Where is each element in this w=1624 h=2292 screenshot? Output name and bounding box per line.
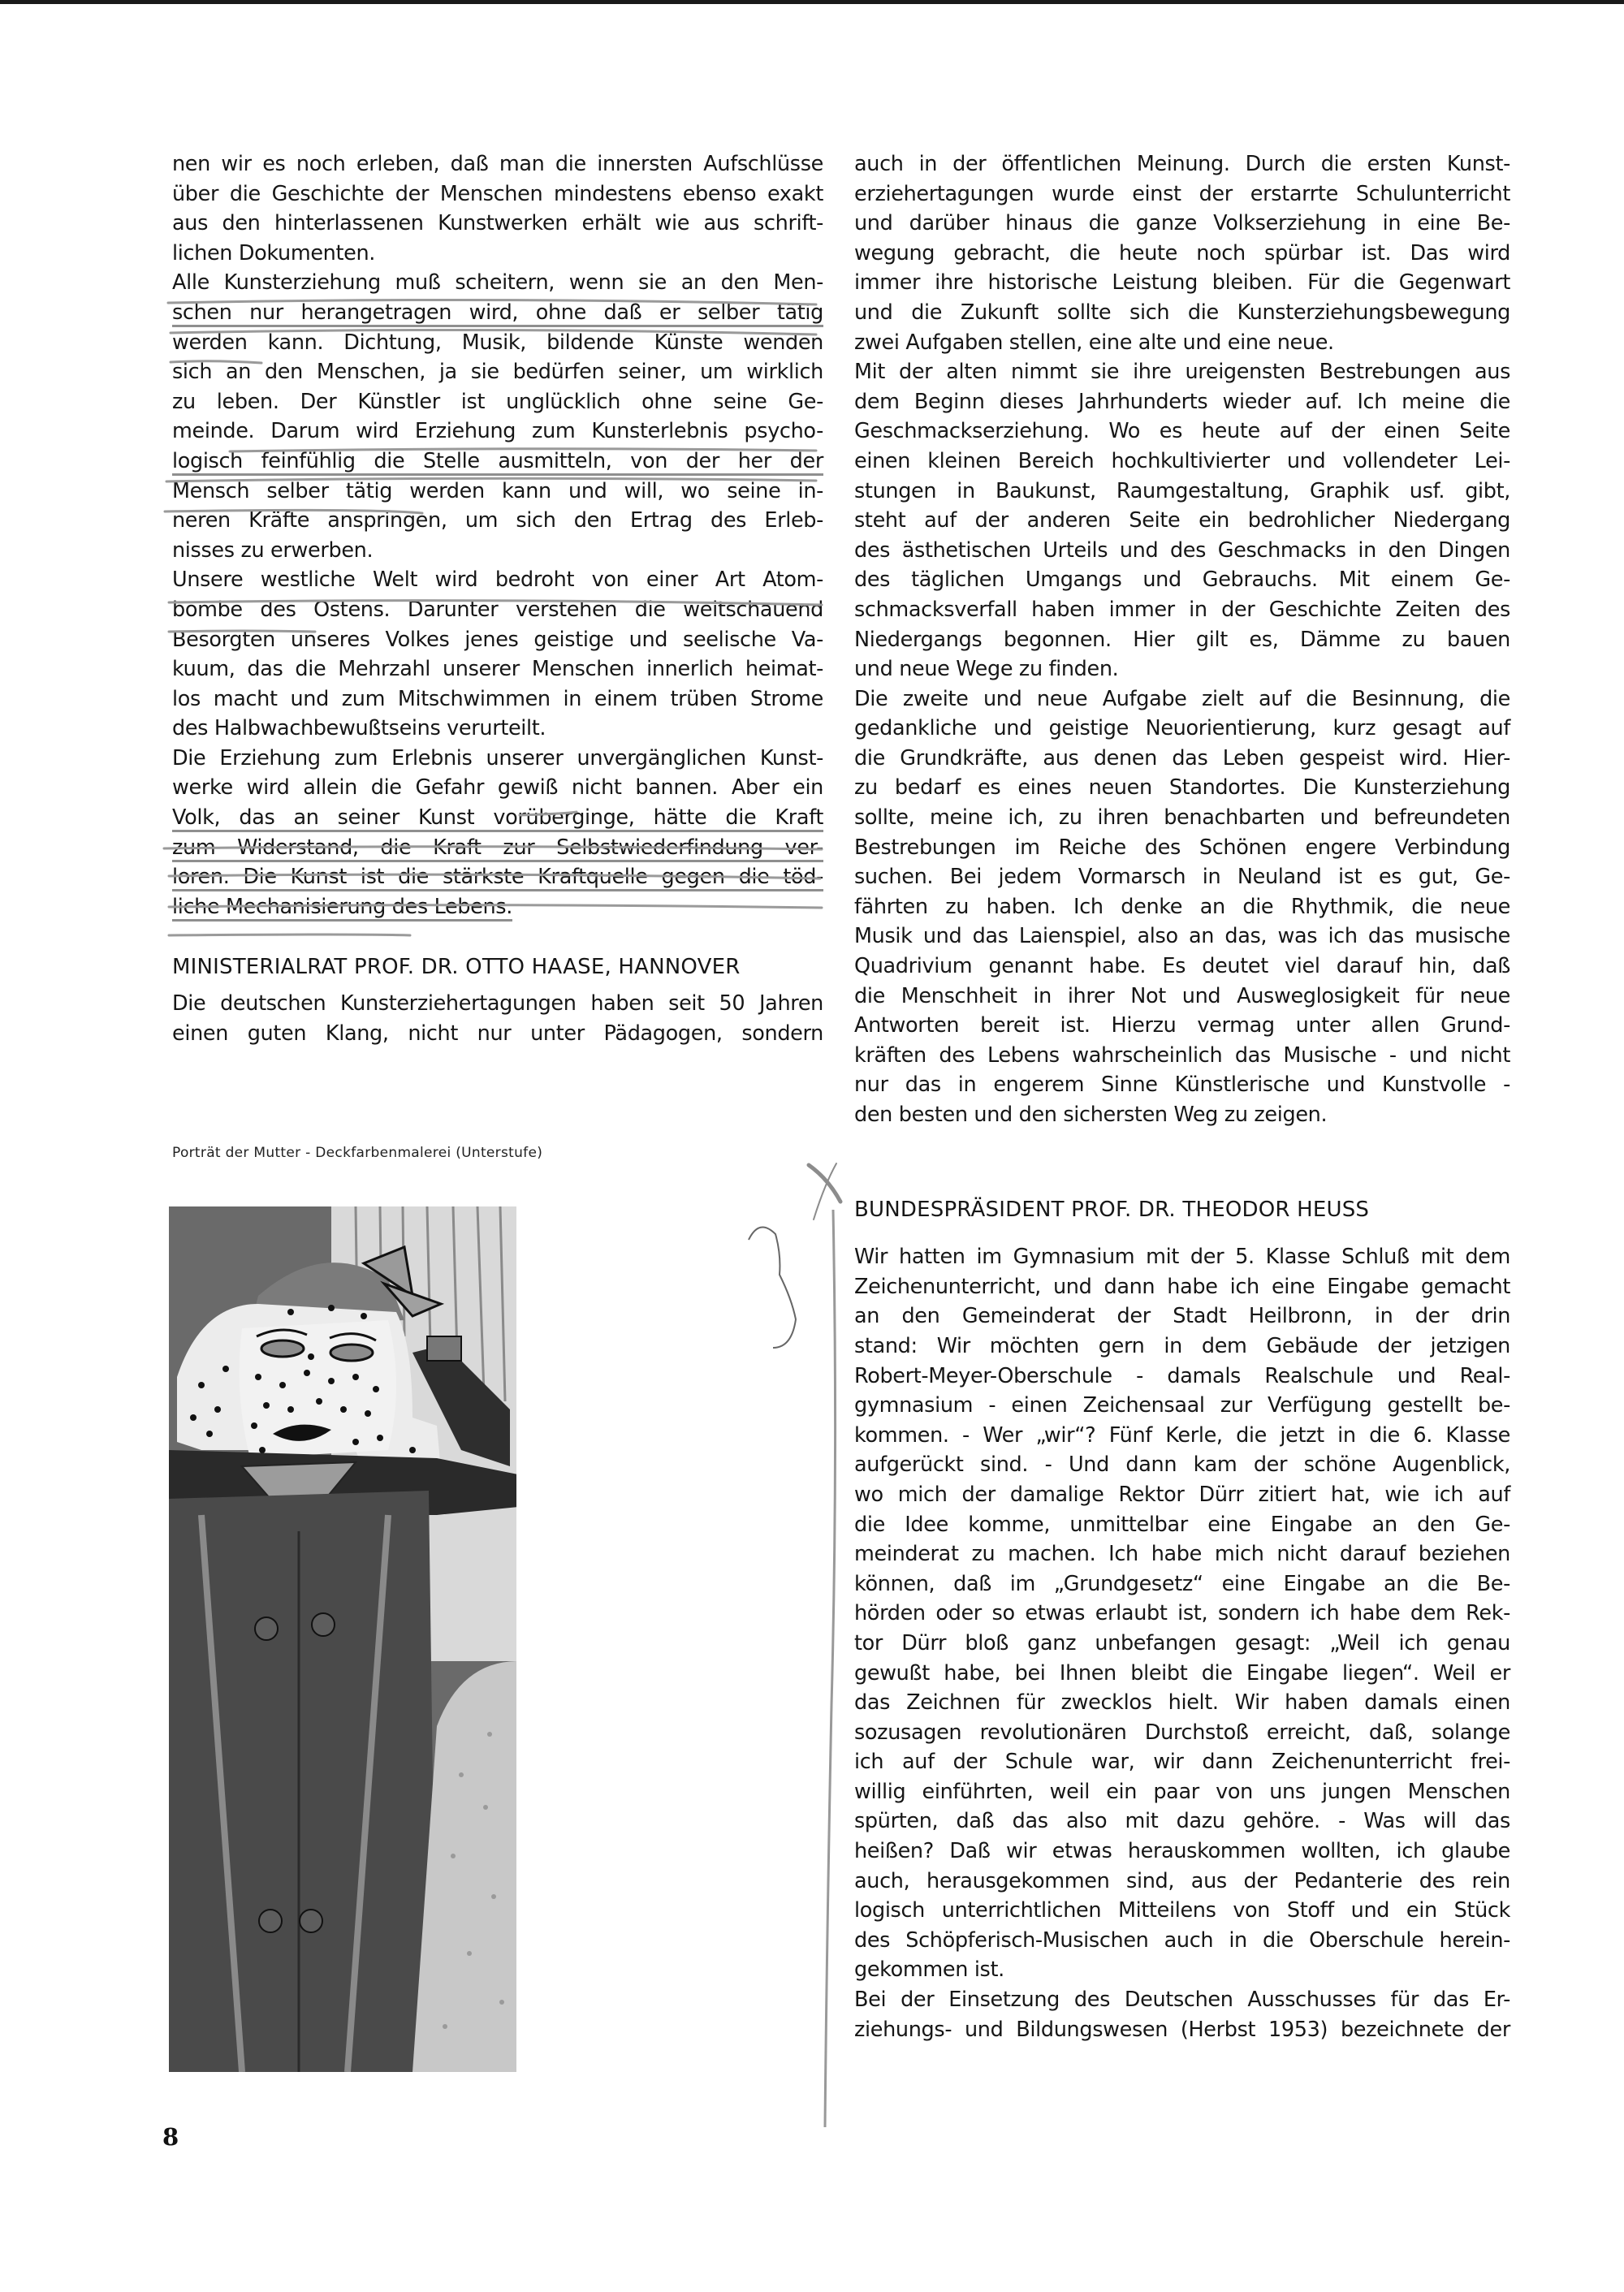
text-line-underlined: Volk, das an seiner Kunst vorüberginge, hätte die Kraft: [172, 805, 823, 831]
text-line: zu bedarf es eines neuen Standortes. Die Kunsterziehung: [854, 775, 1510, 801]
text-line: stand: Wir möchten gern in dem Gebäude der jetzigen: [854, 1333, 1510, 1358]
text-line: stungen in Baukunst, Raumgestaltung, Graphik usf. gibt,: [854, 478, 1510, 503]
text-line: Geschmackserziehung. Wo es heute auf der einen Seite: [854, 419, 1510, 444]
text-line: kräften des Lebens wahrscheinlich das Musische - und nicht: [854, 1042, 1510, 1068]
text-line-underlined: schen nur herangetragen wird, ohne daß er selber tätig: [172, 300, 823, 325]
section-heading-heuss: BUNDESPRÄSIDENT PROF. DR. THEODOR HEUSS: [854, 1197, 1370, 1222]
text-line: die Menschheit in ihrer Not und Ausweglosigkeit für neue: [854, 983, 1510, 1008]
text-line: kuum, das die Mehrzahl unserer Menschen innerlich heimat-: [172, 657, 823, 682]
text-line-underlined: loren. Die Kunst ist die stärkste Kraftquelle gegen die töd-: [172, 865, 823, 890]
text-line: werke wird allein die Gefahr gewiß nicht bannen. Aber ein: [172, 775, 823, 801]
text-line: willig einführten, weil ein paar von uns jungen Menschen: [854, 1779, 1510, 1804]
text-line: nur das in engerem Sinne Künstlerische und Kunstvolle -: [854, 1073, 1510, 1098]
text-line: heißen? Daß wir etwas herauskommen wollten, ich glaube: [854, 1839, 1510, 1864]
text-line: aufgerückt sind. - Und dann kam der schöne Augenblick,: [854, 1452, 1510, 1478]
text-line: werden kann. Dichtung, Musik, bildende Künste wenden: [172, 330, 823, 355]
text-line: gymnasium - einen Zeichensaal zur Verfügung gestellt be-: [854, 1393, 1510, 1418]
text-line: nen wir es noch erleben, daß man die innersten Aufschlüsse: [172, 152, 823, 176]
painting-portrait-of-mother: [169, 1206, 516, 2072]
text-line: sich an den Menschen, ja sie bedürfen seiner, um wirklich: [172, 360, 823, 385]
text-line: des ästhetischen Urteils und des Geschmacks in den Dingen: [854, 537, 1510, 563]
text-line: ich auf der Schule war, wir dann Zeichenunterricht frei-: [854, 1750, 1510, 1775]
text-line: auch, herausgekommen sind, aus der Pedanterie des rein: [854, 1868, 1510, 1893]
text-line: meinderat zu machen. Ich habe mich nicht darauf beziehen: [854, 1542, 1510, 1567]
text-line: an den Gemeinderat der Stadt Heilbronn, in der drin: [854, 1304, 1510, 1329]
text-line: steht auf der anderen Seite ein bedrohlicher Niedergang: [854, 508, 1510, 533]
text-line: auch in der öffentlichen Meinung. Durch die ersten Kunst-: [854, 152, 1510, 176]
text-line: über die Geschichte der Menschen mindestens ebenso exakt: [172, 181, 823, 206]
text-line: Antworten bereit ist. Hierzu vermag unter allen Grund-: [854, 1013, 1510, 1038]
text-line: tor Dürr bloß ganz unbefangen gesagt: „Weil ich genau: [854, 1630, 1510, 1655]
text-line: einen guten Klang, nicht nur unter Pädagogen, sondern: [172, 1021, 823, 1046]
figure-caption: Porträt der Mutter - Deckfarbenmalerei (Unterstufe): [172, 1145, 543, 1161]
text-line: Wir hatten im Gymnasium mit der 5. Klasse Schluß mit dem: [854, 1245, 1510, 1270]
section-heading-haase: MINISTERIALRAT PROF. DR. OTTO HAASE, HANNOVER: [172, 955, 741, 980]
text-line: zwei Aufgaben stellen, eine alte und eine neue.: [854, 330, 1334, 355]
text-line: das Zeichnen für zwecklos hielt. Wir haben damals einen: [854, 1690, 1510, 1716]
text-line: den besten und den sichersten Weg zu zeigen.: [854, 1103, 1328, 1127]
text-line-underlined: logisch feinfühlig die Stelle ausmitteln, von der her der: [172, 448, 823, 473]
text-line-underlined: liche Mechanisierung des Lebens.: [172, 894, 512, 919]
text-line: los macht und zum Mitschwimmen in einem trüben Strome: [172, 686, 823, 711]
text-line: gedankliche und geistige Neuorientierung, kurz gesagt auf: [854, 716, 1510, 741]
text-line: die Idee komme, unmittelbar eine Eingabe an den Ge-: [854, 1512, 1510, 1537]
text-line: lichen Dokumenten.: [172, 240, 376, 265]
right-column: [854, 149, 1510, 2044]
spacer: [172, 922, 823, 952]
text-line: gewußt habe, bei Ihnen bleibt die Eingabe liegen“. Weil er: [854, 1660, 1510, 1686]
text-line: sozusagen revolutionären Durchstoß erreicht, daß, solange: [854, 1720, 1510, 1745]
text-line: können, daß im „Grundgesetz“ eine Eingabe an die Be-: [854, 1571, 1510, 1596]
text-line: ziehungs- und Bildungswesen (Herbst 1953) bezeichnete der: [854, 2017, 1510, 2042]
text-line: und die Zukunft sollte sich die Kunsterziehungsbewegung: [854, 300, 1510, 325]
spacer: [854, 1224, 1510, 1242]
text-line: logisch unterrichtlichen Mitteilens von Stoff und ein Stück: [854, 1898, 1510, 1923]
text-line: Unsere westliche Welt wird bedroht von einer Art Atom-: [172, 568, 823, 593]
text-line: aus den hinterlassenen Kunstwerken erhält wie aus schrift-: [172, 211, 823, 236]
text-line: wo mich der damalige Rektor Dürr zitiert hat, wie ich auf: [854, 1482, 1510, 1507]
text-line: Bestrebungen im Reiche des Schönen engere Verbindung: [854, 835, 1510, 860]
text-line: und darüber hinaus die ganze Volkserziehung in eine Be-: [854, 211, 1510, 236]
text-line: zu leben. Der Künstler ist unglücklich ohne seine Ge-: [172, 389, 823, 414]
text-line: suchen. Bei jedem Vormarsch in Neuland ist es gut, Ge-: [854, 865, 1510, 890]
text-line: einen kleinen Bereich hochkultivierter und vollendeter Lei-: [854, 448, 1510, 473]
text-line: spürten, daß das also mit dazu gehöre. - Was will das: [854, 1809, 1510, 1834]
text-line: Die Erziehung zum Erlebnis unserer unvergänglichen Kunst-: [172, 745, 823, 770]
text-line: und neue Wege zu finden.: [854, 657, 1119, 682]
text-line: fährten zu haben. Ich denke an die Rhythmik, die neue: [854, 894, 1510, 919]
text-line: sollte, meine ich, zu ihren benachbarten und befreundeten: [854, 805, 1510, 831]
scan-top-edge: [0, 0, 1624, 4]
text-line: Mensch selber tätig werden kann und will, wo seine in-: [172, 478, 823, 503]
text-line-underlined: zum Widerstand, die Kraft zur Selbstwiederfindung ver-: [172, 835, 823, 860]
text-line: Quadrivium genannt habe. Es deutet viel darauf hin, daß: [854, 954, 1510, 979]
text-line: des Schöpferisch-Musischen auch in die Oberschule herein-: [854, 1927, 1510, 1953]
text-line: erziehertagungen wurde einst der erstarrte Schulunterricht: [854, 181, 1510, 206]
text-line: hörden oder so etwas erlaubt ist, sondern ich habe dem Rek-: [854, 1601, 1510, 1626]
text-line: wegung gebracht, die heute noch spürbar ist. Das wird: [854, 240, 1510, 265]
text-line: neren Kräfte anspringen, um sich den Ertrag des Erleb-: [172, 508, 823, 533]
text-line: Die deutschen Kunsterziehertagungen haben seit 50 Jahren: [172, 991, 823, 1017]
text-line: kommen. - Wer „wir“? Fünf Kerle, die jetzt in die 6. Klasse: [854, 1422, 1510, 1448]
text-line: meinde. Darum wird Erziehung zum Kunsterlebnis psycho-: [172, 419, 823, 444]
text-line: Die zweite und neue Aufgabe zielt auf die Besinnung, die: [854, 686, 1510, 711]
text-line: Musik und das Laienspiel, also an das, was ich das musische: [854, 924, 1510, 949]
text-line: die Grundkräfte, aus denen das Leben gespeist wird. Hier-: [854, 745, 1510, 770]
text-line: Niedergangs begonnen. Hier gilt es, Dämme zu bauen: [854, 627, 1510, 652]
text-line: des täglichen Umgangs und Gebrauchs. Mit einem Ge-: [854, 568, 1510, 593]
text-line: Robert-Meyer-Oberschule - damals Realschule und Real-: [854, 1363, 1510, 1388]
text-line: des Halbwachbewußtseins verurteilt.: [172, 716, 546, 741]
text-line: Mit der alten nimmt sie ihre ureigensten Bestrebungen aus: [854, 360, 1510, 385]
spacer: [172, 982, 823, 989]
text-line: bombe des Ostens. Darunter verstehen die weitschauend: [172, 597, 823, 622]
text-line: Alle Kunsterziehung muß scheitern, wenn sie an den Men-: [172, 270, 823, 296]
left-column: [172, 149, 823, 1048]
text-line: gekommen ist.: [854, 1957, 1004, 1983]
spacer: [854, 1130, 1510, 1195]
text-line: Bei der Einsetzung des Deutschen Ausschusses für das Er-: [854, 1988, 1510, 2013]
text-line: dem Beginn dieses Jahrhunderts wieder auf. Ich meine die: [854, 389, 1510, 414]
margin-line-mark: [825, 1210, 836, 2127]
handwritten-number-3: [749, 1227, 796, 1348]
text-line: Zeichenunterricht, und dann habe ich eine Eingabe gemacht: [854, 1274, 1510, 1299]
x-mark: [809, 1165, 840, 1202]
page-number: 8: [162, 2123, 179, 2151]
text-line: schmacksverfall haben immer in der Geschichte Zeiten des: [854, 597, 1510, 622]
text-line: nisses zu erwerben.: [172, 537, 374, 563]
text-line: Besorgten unseres Volkes jenes geistige und seelische Va-: [172, 627, 823, 652]
text-line: immer ihre historische Leistung bleiben. Für die Gegenwart: [854, 270, 1510, 296]
